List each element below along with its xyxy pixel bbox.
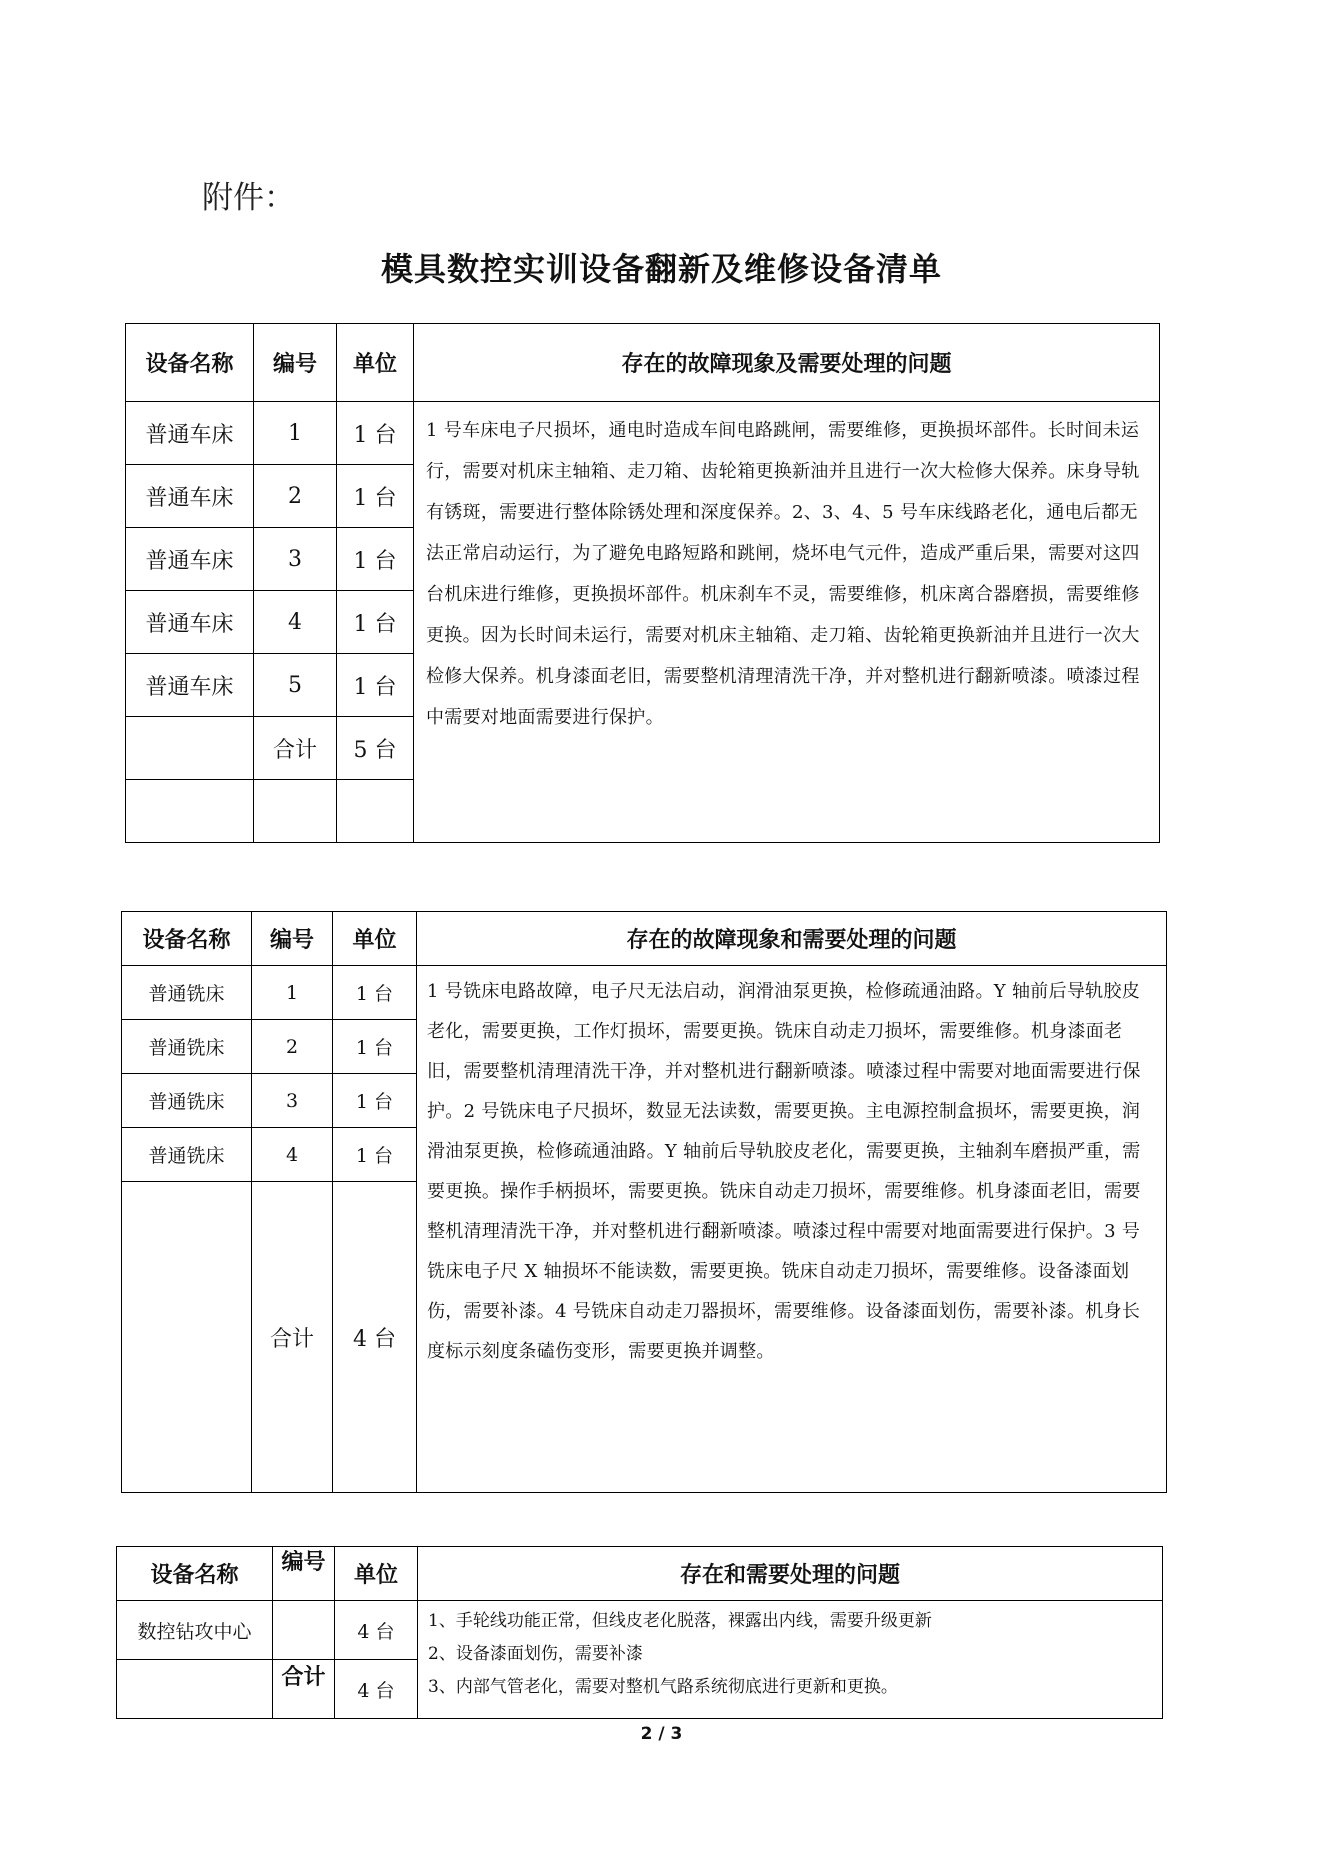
equipment-name: 普通铣床 xyxy=(122,966,252,1020)
equipment-number: 2 xyxy=(254,465,337,528)
table-header-row xyxy=(126,324,1160,402)
document-title: 模具数控实训设备翻新及维修设备清单 xyxy=(380,250,942,288)
attachment-label: 附件： xyxy=(202,180,295,216)
equipment-unit: 1 台 xyxy=(337,591,414,654)
equipment-name: 普通车床 xyxy=(126,591,254,654)
equipment-name: 普通铣床 xyxy=(122,1020,252,1074)
total-unit: 4 台 xyxy=(333,1182,417,1493)
col-header-issues: 存在的故障现象和需要处理的问题 xyxy=(417,912,1167,966)
issue-list xyxy=(418,1601,1163,1719)
col-header-unit: 单位 xyxy=(335,1547,418,1601)
total-unit: 5 台 xyxy=(337,717,414,780)
empty-cell xyxy=(254,780,337,843)
equipment-name: 普通车床 xyxy=(126,528,254,591)
col-header-number xyxy=(273,1547,335,1601)
table-row xyxy=(117,1601,1163,1660)
equipment-unit: 1 台 xyxy=(333,1128,417,1182)
equipment-number: 1 xyxy=(252,966,333,1020)
equipment-number: 4 xyxy=(252,1128,333,1182)
equipment-number: 3 xyxy=(252,1074,333,1128)
table-header-row xyxy=(122,912,1167,966)
col-header-number: 编号 xyxy=(252,912,333,966)
equipment-number: 1 xyxy=(254,402,337,465)
col-header-unit: 单位 xyxy=(337,324,414,402)
total-label: 合计 xyxy=(281,1665,326,1690)
empty-cell xyxy=(337,780,414,843)
drilling-center-table xyxy=(116,1546,1163,1719)
col-header-number: 编号 xyxy=(254,324,337,402)
issue-description: 1 号铣床电路故障，电子尺无法启动，润滑油泵更换，检修疏通油路。Y 轴前后导轨胶皮老化，需要更换，工作灯损坏，需要更换。铣床自动走刀损坏，需要维修。机身漆面老旧，需要整机清理清洗干净，并对整机进行翻新喷漆。喷漆过程中需要对地面需要进行保护。2 号铣床电子尺损坏，数显无法读数，需要更换。主电源控制盒损坏，需要更换，润滑油泵更换，检修疏通油路。Y 轴前后导轨胶皮老化，需要更换，主轴刹车磨损严重，需要更换。操作手柄损坏，需要更换。铣床自动走刀损坏，需要维修。机身漆面老旧，需要整机清理清洗干净，并对整机进行翻新喷漆。喷漆过程中需要对地面需要进行保护。3 号铣床电子尺 X 轴损坏不能读数，需要更换。铣床自动走刀损坏，需要维修。设备漆面划伤，需要补漆。4 号铣床自动走刀器损坏，需要维修。设备漆面划伤，需要补漆。机身长度标示刻度条磕伤变形，需要更换并调整。 xyxy=(417,966,1167,1493)
issue-description: 1 号车床电子尺损坏，通电时造成车间电路跳闸，需要维修，更换损坏部件。长时间未运行，需要对机床主轴箱、走刀箱、齿轮箱更换新油并且进行一次大检修大保养。床身导轨有锈斑，需要进行整体除锈处理和深度保养。2、3、4、5 号车床线路老化，通电后都无法正常启动运行，为了避免电路短路和跳闸，烧坏电气元件，造成严重后果，需要对这四台机床进行维修，更换损坏部件。机床刹车不灵，需要维修，机床离合器磨损，需要维修更换。因为长时间未运行，需要对机床主轴箱、走刀箱、齿轮箱更换新油并且进行一次大检修大保养。机身漆面老旧，需要整机清理清洗干净，并对整机进行翻新喷漆。喷漆过程中需要对地面需要进行保护。 xyxy=(414,402,1160,843)
list-item: 3、内部气管老化，需要对整机气路系统彻底进行更新和更换。 xyxy=(428,1677,898,1697)
empty-cell xyxy=(117,1660,273,1719)
equipment-number: 4 xyxy=(254,591,337,654)
equipment-name: 普通车床 xyxy=(126,654,254,717)
equipment-unit: 1 台 xyxy=(337,654,414,717)
empty-cell xyxy=(122,1182,252,1493)
col-header-name: 设备名称 xyxy=(122,912,252,966)
col-header-name: 设备名称 xyxy=(117,1547,273,1601)
equipment-name: 普通铣床 xyxy=(122,1128,252,1182)
equipment-number: 2 xyxy=(252,1020,333,1074)
equipment-unit: 1 台 xyxy=(337,528,414,591)
col-header-issues: 存在和需要处理的问题 xyxy=(418,1547,1163,1601)
milling-table xyxy=(121,911,1167,1493)
list-item: 1、手轮线功能正常，但线皮老化脱落，裸露出内线，需要升级更新 xyxy=(428,1611,932,1631)
col-header-number-text: 编号 xyxy=(281,1549,326,1575)
list-item: 2、设备漆面划伤，需要补漆 xyxy=(428,1644,643,1664)
total-label-cell xyxy=(273,1660,335,1719)
table-row xyxy=(126,402,1160,465)
col-header-name: 设备名称 xyxy=(126,324,254,402)
equipment-unit: 1 台 xyxy=(337,402,414,465)
table-header-row xyxy=(117,1547,1163,1601)
equipment-name: 普通车床 xyxy=(126,465,254,528)
equipment-unit: 1 台 xyxy=(333,1020,417,1074)
equipment-unit: 4 台 xyxy=(335,1601,418,1660)
equipment-number: 3 xyxy=(254,528,337,591)
equipment-name: 数控钻攻中心 xyxy=(117,1601,273,1660)
equipment-unit: 1 台 xyxy=(333,966,417,1020)
col-header-issues: 存在的故障现象及需要处理的问题 xyxy=(414,324,1160,402)
equipment-unit: 1 台 xyxy=(337,465,414,528)
equipment-name: 普通铣床 xyxy=(122,1074,252,1128)
lathe-table xyxy=(125,323,1160,843)
page-number: 2 / 3 xyxy=(640,1724,683,1744)
total-unit: 4 台 xyxy=(335,1660,418,1719)
equipment-number: 5 xyxy=(254,654,337,717)
total-label: 合计 xyxy=(254,717,337,780)
table-row xyxy=(122,966,1167,1020)
equipment-unit: 1 台 xyxy=(333,1074,417,1128)
equipment-name: 普通车床 xyxy=(126,402,254,465)
empty-cell xyxy=(126,780,254,843)
col-header-unit: 单位 xyxy=(333,912,417,966)
empty-cell xyxy=(126,717,254,780)
equipment-number xyxy=(273,1601,335,1660)
total-label: 合计 xyxy=(252,1182,333,1493)
